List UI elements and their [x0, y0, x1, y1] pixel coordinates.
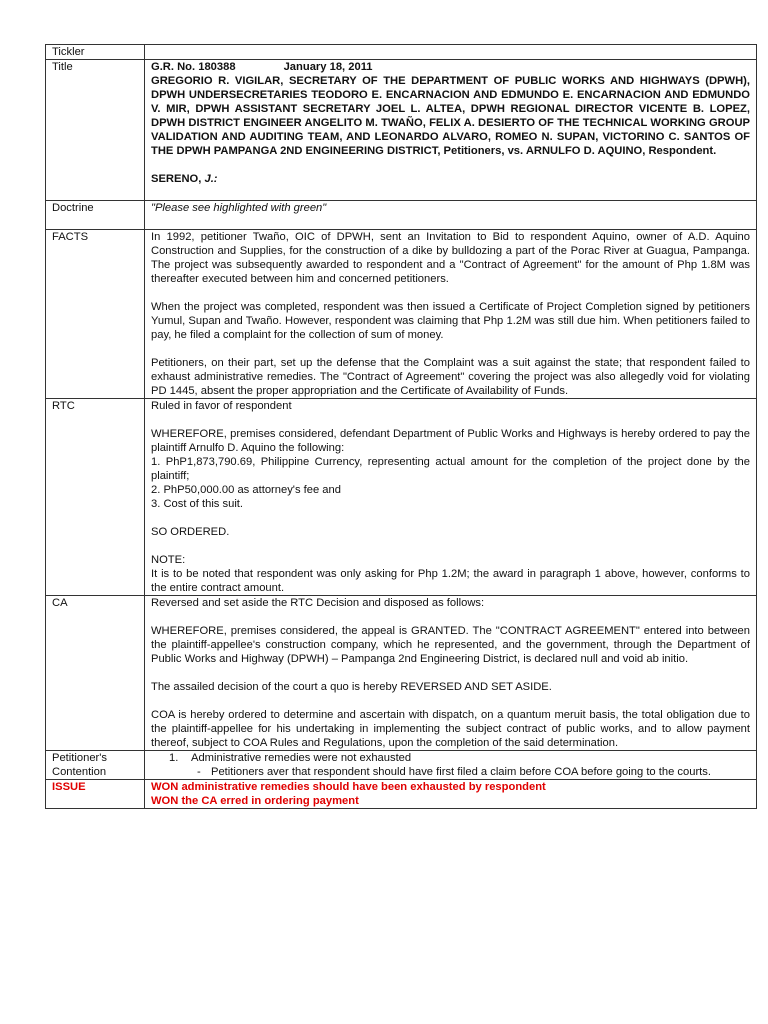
rtc-intro: Ruled in favor of respondent	[151, 400, 292, 412]
facts-cell	[145, 230, 757, 399]
rtc-award-item: 2. PhP50,000.00 as attorney's fee and	[151, 484, 341, 496]
tickler-label: Tickler	[46, 45, 145, 60]
case-digest-table	[45, 44, 757, 809]
ca-paragraph: The assailed decision of the court a quo is hereby REVERSED AND SET ASIDE.	[151, 681, 552, 693]
tickler-value	[145, 45, 757, 60]
issue-line: WON the CA erred in ordering payment	[151, 795, 359, 807]
facts-paragraph: When the project was completed, respondent was then issued a Certificate of Project Completion signed by petitioners Yumul, Supan and Twaño. However, respondent was claiming that Php 1.2M was still due him. When petitioners failed to pay, he filed a complaint for the collection of sum of money.	[151, 301, 750, 341]
rtc-note: It is to be noted that respondent was only asking for Php 1.2M; the award in paragraph 1 above, however, conforms to the entire contract amount.	[151, 568, 750, 594]
ca-row	[46, 596, 757, 751]
rtc-row	[46, 399, 757, 596]
issue-label: ISSUE	[46, 780, 145, 809]
title-cell	[145, 60, 757, 201]
rtc-note-label: NOTE:	[151, 554, 186, 566]
rtc-award-item: 3. Cost of this suit.	[151, 498, 244, 510]
title-label: Title	[46, 60, 145, 201]
contention-sub-item: - Petitioners aver that respondent should have first filed a claim before COA before going to the courts.	[197, 766, 711, 778]
contention-row	[46, 751, 757, 780]
ca-paragraph: WHEREFORE, premises considered, the appeal is GRANTED. The "CONTRACT AGREEMENT" entered into between the plaintiff-appellee's construction company, which he represented, and the government, through the Department of Public Works and Highway (DPWH) – Pampanga 2nd Engineering District, is declared null and void ab initio.	[151, 625, 750, 665]
tickler-row	[46, 45, 757, 60]
ca-paragraph: COA is hereby ordered to determine and ascertain with dispatch, on a quantum meruit basis, the total obligation due to the plaintiff-appellee for his undertaking in implementing the subject contract of public works, and to allow payment thereof, subject to COA Rules and Regulations, upon the completion of the said determination.	[151, 709, 750, 749]
issue-cell	[145, 780, 757, 809]
facts-paragraph: In 1992, petitioner Twaño, OIC of DPWH, sent an Invitation to Bid to respondent Aquino, owner of A.D. Aquino Construction and Supplies, for the construction of a dike by bulldozing a part of the Porac River at Guagua, Pampanga. The project was subsequently awarded to respondent and a "Contract of Agreement" for the amount of Php 1.8M was thereafter executed between him and concerned petitioners.	[151, 231, 750, 285]
case-parties: GREGORIO R. VIGILAR, SECRETARY OF THE DEPARTMENT OF PUBLIC WORKS AND HIGHWAYS (DPWH), DPWH UNDERSECRETARIES TEODORO E. ENCARNACION AND EDMUNDO E. ENCARNACION AND EDMUNDO V. MIR, DPWH ASSISTANT SECRETARY JOEL L. ALTEA, DPWH REGIONAL DIRECTOR VICENTE B. LOPEZ, DPWH DISTRICT ENGINEER ANGELITO M. TWAÑO, FELIX A. DESIERTO OF THE TECHNICAL WORKING GROUP VALIDATION AND AUDITING TEAM, AND LEONARDO ALVARO, ROMEO N. SUPAN, VICTORINO C. SANTOS OF THE DPWH PAMPANGA 2ND ENGINEERING DISTRICT, Petitioners, vs. ARNULFO D. AQUINO, Respondent.	[151, 75, 750, 157]
facts-paragraph: Petitioners, on their part, set up the defense that the Complaint was a suit against the state; that respondent failed to exhaust administrative remedies. The "Contract of Agreement" covering the project was also allegedly void for violating PD 1445, absent the proper appropriation and the Certificate of Availability of Funds.	[151, 357, 750, 397]
doctrine-cell	[145, 201, 757, 230]
facts-label: FACTS	[46, 230, 145, 399]
ponente: SERENO, J.:	[151, 173, 218, 185]
ca-label: CA	[46, 596, 145, 751]
contention-label: Petitioner's Contention	[46, 751, 145, 780]
rtc-label: RTC	[46, 399, 145, 596]
gr-number: G.R. No. 180388	[151, 61, 236, 73]
ca-intro: Reversed and set aside the RTC Decision and disposed as follows:	[151, 597, 485, 609]
rtc-cell	[145, 399, 757, 596]
facts-row	[46, 230, 757, 399]
issue-line: WON administrative remedies should have been exhausted by respondent	[151, 781, 546, 793]
case-number-line	[151, 60, 750, 74]
doctrine-text: "Please see highlighted with green"	[151, 202, 327, 214]
rtc-award-item: 1. PhP1,873,790.69, Philippine Currency, representing actual amount for the completion of the project done by the plaintiff;	[151, 456, 750, 482]
ca-cell	[145, 596, 757, 751]
doctrine-label: Doctrine	[46, 201, 145, 230]
doctrine-row	[46, 201, 757, 230]
contention-item: 1. Administrative remedies were not exhausted	[169, 752, 412, 764]
contention-cell	[145, 751, 757, 780]
decision-date: January 18, 2011	[283, 61, 373, 73]
rtc-wherefore: WHEREFORE, premises considered, defendant Department of Public Works and Highways is hereby ordered to pay the plaintiff Arnulfo D. Aquino the following:	[151, 428, 750, 454]
rtc-so-ordered: SO ORDERED.	[151, 526, 230, 538]
title-row	[46, 60, 757, 201]
issue-row	[46, 780, 757, 809]
